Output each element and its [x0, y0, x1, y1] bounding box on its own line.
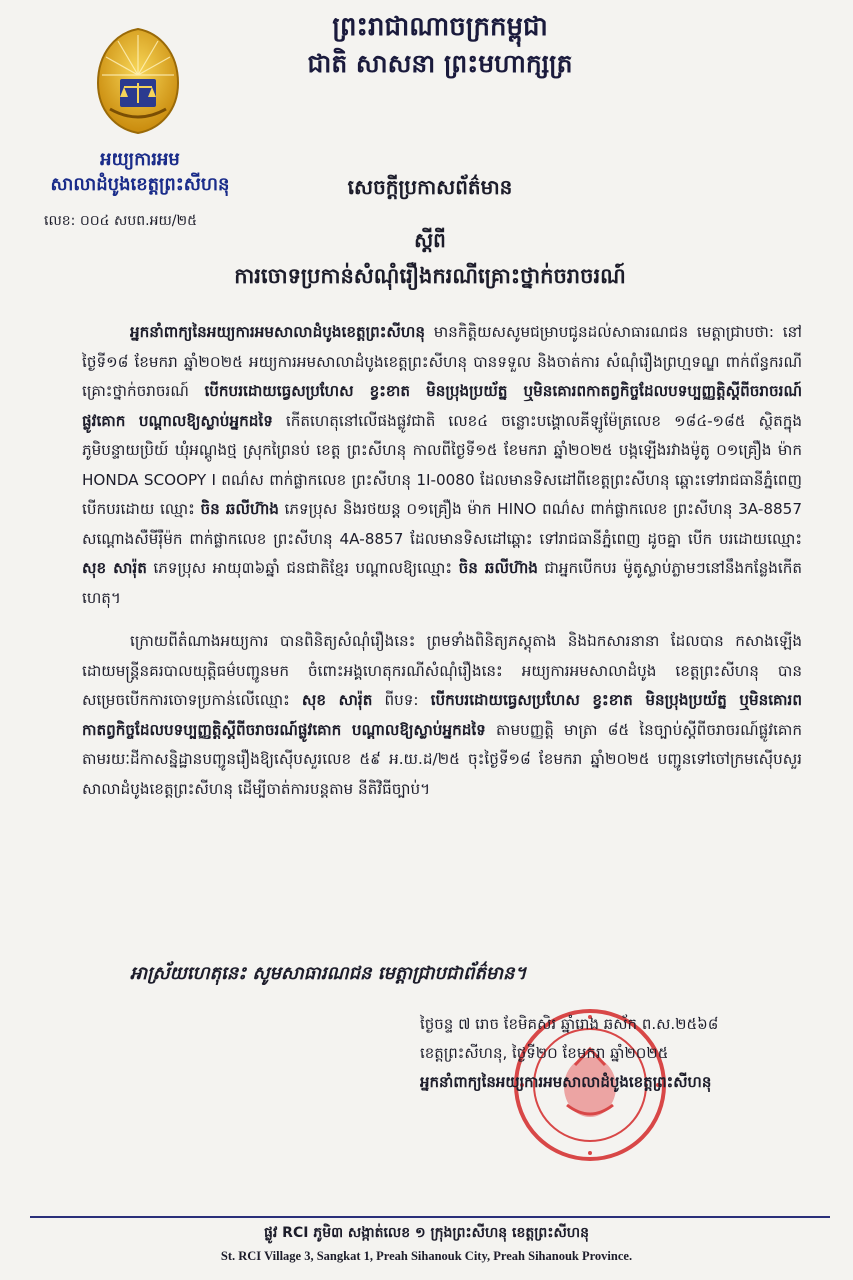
- document-body: [82, 318, 802, 804]
- p1-text5: ជាអ្នកបើកបរ ម៉ូតូស្លាប់ភ្លាមៗនៅនឹងកន្លែងកើតហេតុ។: [82, 559, 803, 607]
- kingdom-title: ព្រះរាជាណាចក្រកម្ពុជា: [332, 12, 548, 42]
- p2-text1: ក្រោយពីតំណាងអយ្យការ បានពិនិត្យសំណុំរឿងនេះ ព្រមទាំងពិនិត្យភស្តុតាង និងឯកសារនានា ដែលបាន កសាងឡើងដោយមន្ត្រីនគរបាលយុត្តិធម៌បញ្ជូនមក ចំពោះអង្គហេតុករណីសំណុំរឿងនេះ អយ្យការអមសាលាដំបូង ខេត្តព្រះសីហនុ បានសម្រេចបើកការចោទប្រកាន់លើឈ្មោះ: [82, 632, 802, 709]
- reference-number: លេខ: ០០៤ សបព.អយ/២៥: [44, 213, 198, 229]
- prosecution-emblem-icon: [90, 25, 186, 137]
- p1-charge: បើកបរដោយធ្វេសប្រហែស ខ្វះខាត មិនប្រុងប្រយ័ត្ន ឬមិនគោរពកាតព្វកិច្ចដែលបទប្បញ្ញត្តិស្ដីពីចរាចរណ៍ផ្លូវគោក បណ្ដាលឱ្យស្លាប់អ្នកដទៃ: [82, 382, 802, 430]
- solar-date: ខេត្តព្រះសីហនុ, ថ្ងៃទី២០ ខែមករា ឆ្នាំ២០២៥: [420, 1044, 669, 1062]
- office-line2: សាលាដំបូងខេត្តព្រះសីហនុ: [50, 174, 230, 195]
- p2-charge: បើកបរដោយធ្វេសប្រហែស ខ្វះខាត មិនប្រុងប្រយ័ត្ន ឬមិនគោរពកាតព្វកិច្ចដែលបទប្បញ្ញត្តិស្ដីពីចរាចរណ៍ផ្លូវគោក បណ្ដាលឱ្យស្លាប់អ្នកដទៃ: [82, 691, 802, 739]
- p2-text3: តាមបញ្ញត្តិ មាត្រា ៨៥ នៃច្បាប់ស្ដីពីចរាចរណ៍ផ្លូវគោក តាមរយៈដីកាសន្និដ្ឋានបញ្ជូនរឿងឱ្យស៊ើបសួរលេខ ៥៩ អ.យ.ដ/២៥ ចុះថ្ងៃទី១៨ ខែមករា ឆ្នាំ២០២៥ បញ្ជូនទៅចៅក្រមស៊ើបសួរ សាលាដំបូងខេត្តព្រះសីហនុ ដើម្បីចាត់ការបន្តតាម នីតិវិធីច្បាប់។: [82, 720, 802, 798]
- p1-text1: មានកិត្តិយសសូមជម្រាបជូនដល់សាធារណជន មេត្តាជ្រាបថា: នៅថ្ងៃទី១៨ ខែមករា ឆ្នាំ២០២៥ អយ្យការអមសាលាដំបូងខេត្តព្រះសីហនុ បានទទួល និងចាត់ការ សំណុំរឿងព្រហ្មទណ្ឌ ពាក់ព័ន្ធករណីគ្រោះថ្នាក់ចរាចរណ៍: [82, 323, 802, 400]
- footer-divider: [30, 1216, 830, 1218]
- p1-text2: កើតហេតុនៅលើផងផ្លូវជាតិ លេខ៤ ចន្លោះបង្គោលគីឡូម៉ែត្រលេខ ១៨៤-១៨៥ ស្ថិតក្នុងភូមិបន្ទាយប្រិយ៍ ឃុំអណ្ដូងថ្ម ស្រុកព្រៃនប់ ខេត្ត ព្រះសីហនុ កាលពីថ្ងៃទី១៥ ខែមករា ឆ្នាំ២០២៥ បង្កឡើងរវាងម៉ូតូ ០១គ្រឿង ម៉ាក HONDA SCOOPY I ពណ៌ស ពាក់ផ្លាកលេខ ព្រះសីហនុ 1I-0080 ដែលមានទិសដៅពីខេត្តព្រះសីហនុ ឆ្ពោះទៅរាជធានីភ្នំពេញ បើកបរដោយ ឈ្មោះ: [82, 411, 802, 518]
- spokesperson-lead: អ្នកនាំពាក្យនៃអយ្យការអមសាលាដំបូងខេត្តព្រះសីហនុ: [130, 323, 425, 341]
- lunar-date: ថ្ងៃចន្ទ ៧ រោច ខែមិគសិរ ឆ្នាំរោង ឆស័ក ព.ស.២៥៦៨: [420, 1015, 719, 1033]
- nation-religion-king: ជាតិ សាសនា ព្រះមហាក្សត្រ: [307, 49, 573, 78]
- signature-block: [420, 1010, 820, 1097]
- footer-address-english: St. RCI Village 3, Sangkat 1, Preah Sihanouk City, Preah Sihanouk Province.: [220, 1249, 633, 1263]
- p1-name3: ចិន ឆលីហ៊ាង: [458, 559, 538, 577]
- p2-name: សុខ សារ៉ុត: [301, 691, 373, 709]
- paragraph-1: [82, 318, 802, 613]
- about-label: ស្ដីពី: [414, 228, 446, 252]
- p1-name1: ចិន ឆលីហ៊ាង: [200, 500, 279, 518]
- office-line1: អយ្យការអម: [100, 149, 180, 170]
- signatory-title: អ្នកនាំពាក្យនៃអយ្យការអមសាលាដំបូងខេត្តព្រះសីហនុ: [420, 1073, 712, 1091]
- office-name: [40, 148, 240, 198]
- p1-name2: សុខ សារ៉ុត: [82, 559, 147, 577]
- kingdom-motto: [230, 8, 650, 82]
- document-type: សេចក្ដីប្រកាសព័ត៌មាន: [347, 175, 513, 199]
- p1-text4: ភេទប្រុស អាយុ៣៦ឆ្នាំ ជនជាតិខ្មែរ បណ្ដាលឱ្យឈ្មោះ: [146, 559, 459, 577]
- p1-text3: ភេទប្រុស និងរថយន្ត ០១គ្រឿង ម៉ាក HINO ពណ៌ស ពាក់ផ្លាកលេខ ព្រះសីហនុ 3A-8857 សណ្ដោងសឺមីរ៉ឺម៉ក ពាក់ផ្លាកលេខ ព្រះសីហនុ 4A-8857 ដែលមានទិសដៅឆ្ពោះ ទៅរាជធានីភ្នំពេញ ដូចគ្នា បើក បរដោយឈ្មោះ: [82, 500, 802, 548]
- p2-text2: ពីបទ:: [372, 691, 431, 709]
- paragraph-2: [82, 627, 802, 804]
- footer-address-khmer: ផ្លូវ RCI ភូមិ៣ សង្កាត់លេខ ១ ក្រុងព្រះសីហនុ ខេត្តព្រះសីហនុ: [263, 1225, 590, 1241]
- document-subject: ការចោទប្រកាន់សំណុំរឿងករណីគ្រោះថ្នាក់ចរាចរណ៍: [234, 264, 626, 288]
- closing-statement: អាស្រ័យហេតុនេះ សូមសាធារណជន មេត្តាជ្រាបជាព័ត៌មាន។: [130, 963, 527, 984]
